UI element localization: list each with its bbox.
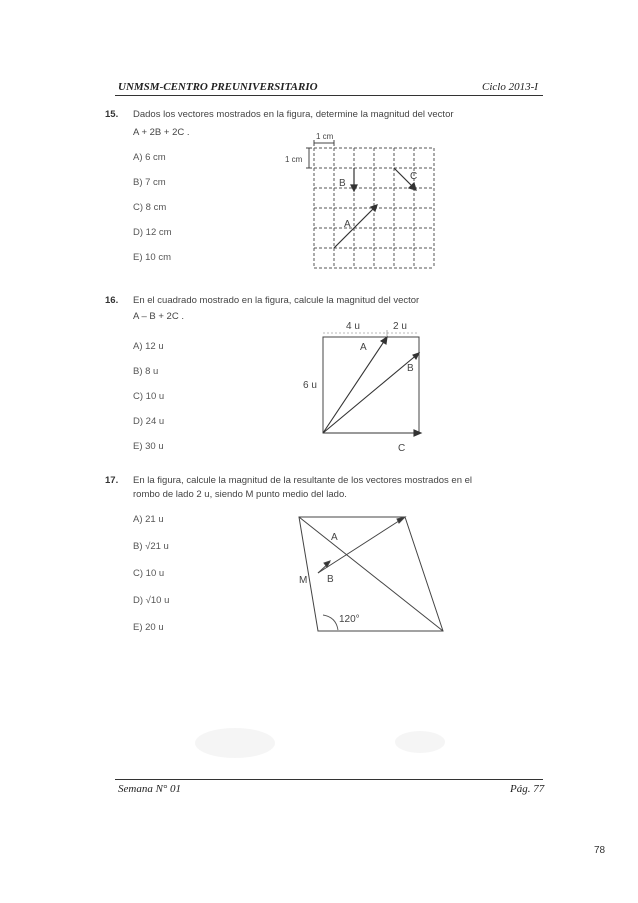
- footer-rule: [115, 779, 543, 780]
- question-17-number: 17.: [105, 475, 119, 486]
- q16-label-b: B: [407, 363, 414, 374]
- q15-label-c: C: [410, 171, 418, 182]
- q15-scale-left: 1 cm: [285, 155, 303, 164]
- question-17-option-c: C) 10 u: [133, 568, 165, 579]
- question-17-option-e: E) 20 u: [133, 622, 164, 633]
- q15-label-a: A: [344, 219, 351, 230]
- q17-label-b: B: [327, 574, 334, 585]
- q17-vector-a: [318, 517, 405, 573]
- question-16-option-a: A) 12 u: [133, 341, 164, 352]
- question-16-expression: A – B + 2C .: [133, 311, 184, 322]
- scan-smudge: [195, 728, 275, 758]
- q16-label-a: A: [360, 342, 367, 353]
- question-17-text-line2: rombo de lado 2 u, siendo M punto medio del lado.: [133, 489, 347, 500]
- question-15-option-e: E) 10 cm: [133, 252, 172, 263]
- question-16-number: 16.: [105, 295, 119, 306]
- question-16-option-d: D) 24 u: [133, 416, 165, 427]
- question-16-option-c: C) 10 u: [133, 391, 165, 402]
- q16-label-c: C: [398, 443, 406, 454]
- question-16-text: En el cuadrado mostrado en la figura, calcule la magnitud del vector: [133, 295, 420, 306]
- question-17-option-b: B) √21 u: [133, 541, 169, 552]
- question-15-text: Dados los vectores mostrados en la figura, determine la magnitud del vector: [133, 109, 454, 120]
- q16-label-4u: 4 u: [346, 321, 360, 332]
- question-16-option-b: B) 8 u: [133, 366, 159, 377]
- header-cycle: Ciclo 2013-I: [482, 81, 538, 93]
- q16-label-6u: 6 u: [303, 380, 317, 391]
- q17-label-angle: 120°: [339, 614, 360, 625]
- question-15-expression: A + 2B + 2C .: [133, 127, 190, 138]
- question-15-option-a: A) 6 cm: [133, 152, 166, 163]
- question-16-option-e: E) 30 u: [133, 441, 164, 452]
- question-15-number: 15.: [105, 109, 119, 120]
- q17-label-a: A: [331, 532, 338, 543]
- q17-label-m: M: [299, 575, 308, 586]
- question-17-option-a: A) 21 u: [133, 514, 164, 525]
- question-17-text-line1: En la figura, calcule la magnitud de la resultante de los vectores mostrados en el: [133, 475, 473, 486]
- question-15-option-b: B) 7 cm: [133, 177, 166, 188]
- page-number: 78: [594, 845, 606, 856]
- q15-scale-top: 1 cm: [316, 132, 334, 141]
- question-17-option-d: D) √10 u: [133, 595, 170, 606]
- scan-smudge: [395, 731, 445, 753]
- question-15-option-c: C) 8 cm: [133, 202, 167, 213]
- question-15-option-d: D) 12 cm: [133, 227, 172, 238]
- footer-page: Pág. 77: [510, 783, 545, 795]
- footer-week: Semana N° 01: [118, 783, 182, 795]
- header-institution: UNMSM-CENTRO PREUNIVERSITARIO: [118, 81, 318, 93]
- q16-label-2u: 2 u: [393, 321, 407, 332]
- q15-label-b: B: [339, 178, 346, 189]
